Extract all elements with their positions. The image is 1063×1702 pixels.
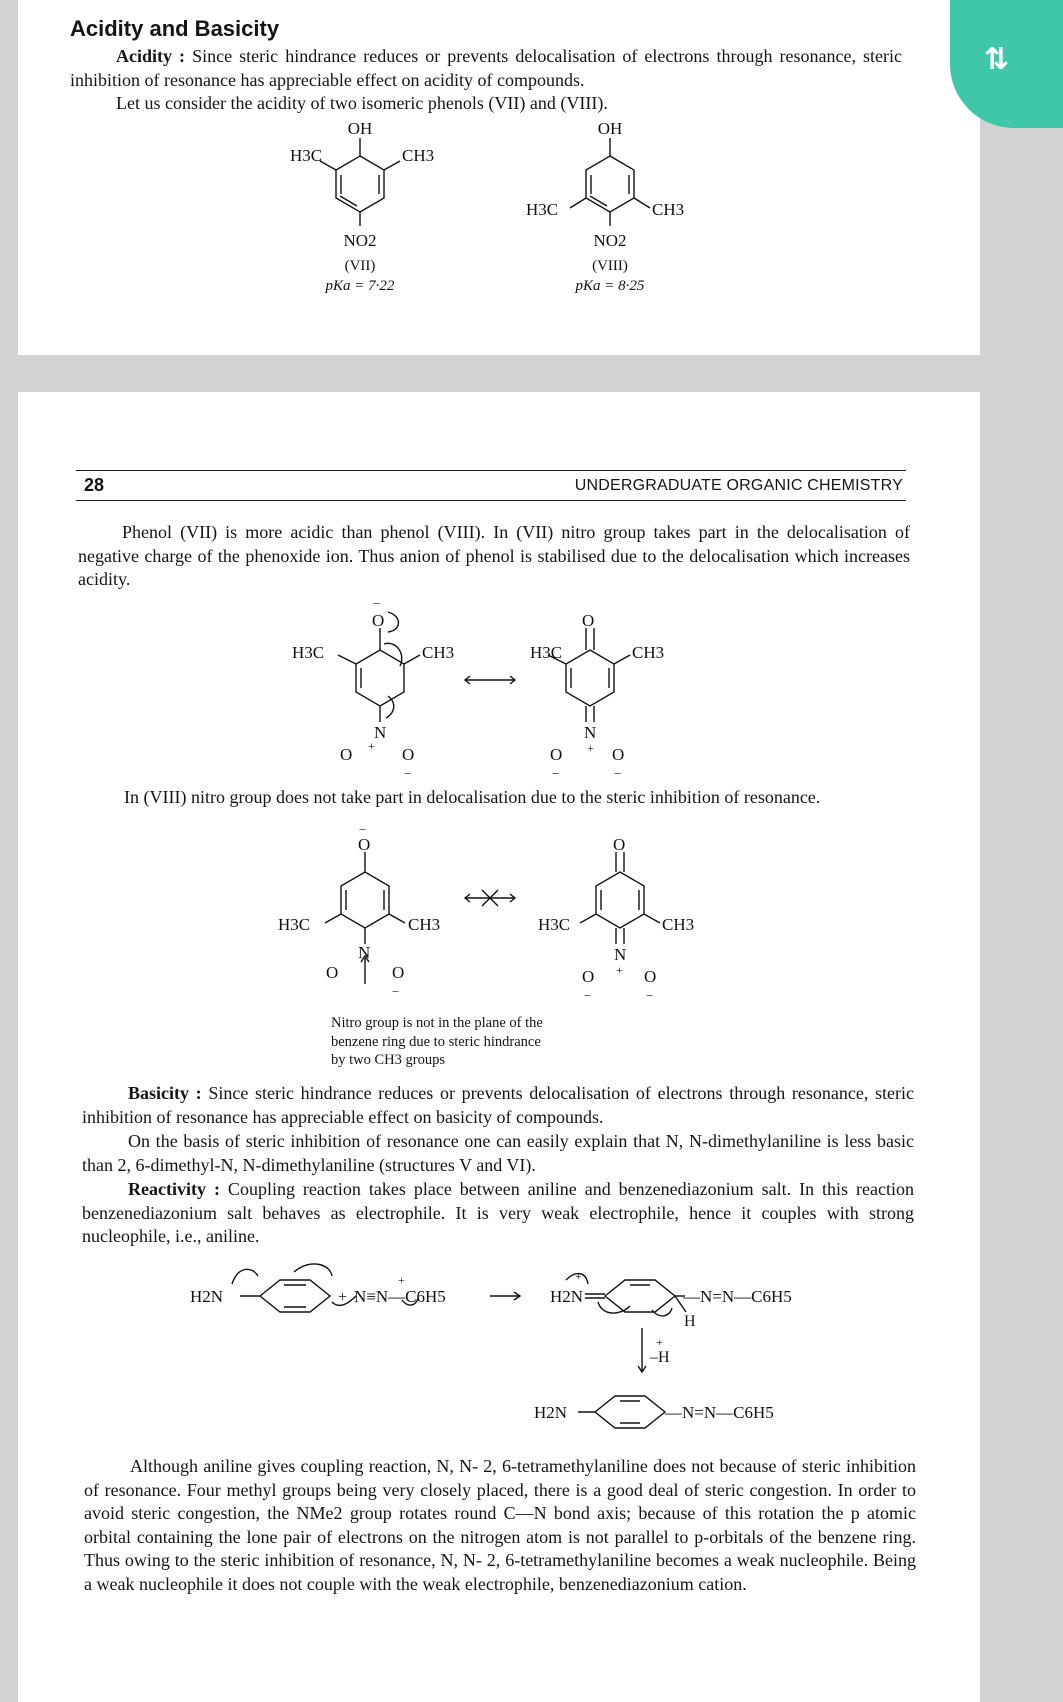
page-number: 28	[84, 475, 105, 495]
steric-note	[331, 1014, 543, 1070]
svg-text:+: +	[616, 963, 623, 977]
note-line: Nitro group is not in the plane of the	[331, 1015, 543, 1031]
svg-text:N: N	[614, 945, 627, 964]
ch3-label: CH3	[402, 146, 435, 165]
acidity-lead: Acidity :	[116, 46, 186, 66]
dimethylaniline-paragraph: On the basis of steric inhibition of resonance one can easily explain that N, N-dimethylaniline is less basic than 2, 6-dimethyl-N, N-dimethylaniline (structures V and VI).	[82, 1131, 914, 1175]
note-line: benzene ring due to steric hindrance	[331, 1033, 541, 1050]
svg-text:—N=N—C6H5: —N=N—C6H5	[665, 1403, 774, 1422]
svg-text:H3C: H3C	[278, 915, 311, 934]
phenol-vii-structure	[270, 118, 450, 308]
svg-text:H2N: H2N	[190, 1287, 224, 1306]
header-rule-top	[76, 470, 906, 471]
coupling-reaction-scheme	[190, 1250, 850, 1440]
compound-label: (VIII)	[592, 258, 628, 274]
svg-text:O: O	[358, 835, 371, 854]
svg-text:O: O	[613, 835, 626, 854]
steric-inhibition-paragraph: In (VIII) nitro group does not take part in delocalisation due to the steric inhibition of resonance.	[124, 787, 821, 807]
acidity-paragraph	[70, 45, 902, 92]
basicity-paragraph	[82, 1082, 914, 1129]
consider-paragraph: Let us consider the acidity of two isomeric phenols (VII) and (VIII).	[116, 93, 608, 113]
no2-label: NO2	[343, 231, 377, 250]
svg-text:+: +	[398, 1273, 405, 1287]
phenol-comparison-paragraph: Phenol (VII) is more acidic than phenol (VIII). In (VII) nitro group takes part in the delocalisation of negative charge of the phenoxide ion. Thus anion of phenol is stabilised due to the delocalisation which increases acidity.	[78, 522, 910, 589]
basicity-lead: Basicity :	[128, 1083, 202, 1103]
no2-label: NO2	[593, 231, 627, 250]
svg-text:O: O	[402, 745, 415, 764]
svg-text:O: O	[550, 745, 563, 764]
ch3-label: CH3	[652, 200, 685, 219]
svg-text:+: +	[587, 741, 594, 755]
running-head: UNDERGRADUATE ORGANIC CHEMISTRY	[574, 477, 903, 494]
svg-text:CH3: CH3	[408, 915, 441, 934]
vii-resonance-diagram	[280, 596, 700, 781]
svg-text:–H: –H	[650, 1349, 670, 1366]
updown-arrows-icon: ⇅	[984, 42, 1010, 77]
viii-resonance-diagram	[270, 822, 710, 1002]
svg-text:H2N: H2N	[550, 1287, 584, 1306]
pka-value: pKa = 8·25	[575, 278, 645, 294]
svg-text:O: O	[392, 963, 405, 982]
svg-text:H2N: H2N	[534, 1403, 568, 1422]
svg-text:−: −	[552, 766, 560, 781]
svg-text:N≡N—C6H5: N≡N—C6H5	[354, 1287, 446, 1306]
svg-text:+: +	[368, 739, 375, 753]
oh-label: OH	[347, 119, 373, 138]
svg-text:H3C: H3C	[538, 915, 571, 934]
oh-label: OH	[597, 119, 623, 138]
svg-text:O: O	[582, 611, 595, 630]
right-gutter	[980, 0, 1063, 1702]
svg-text:−: −	[646, 988, 654, 1003]
note-line: by two CH3 groups	[331, 1052, 445, 1068]
svg-text:N: N	[584, 723, 597, 742]
header-rule-bottom	[76, 500, 906, 501]
section-heading: Acidity and Basicity	[70, 16, 280, 41]
svg-text:O: O	[612, 745, 625, 764]
reactivity-paragraph	[82, 1178, 914, 1249]
svg-text:+: +	[338, 1289, 348, 1306]
svg-text:H: H	[684, 1313, 696, 1330]
svg-text:O: O	[372, 611, 385, 630]
svg-text:+: +	[656, 1335, 663, 1349]
reactivity-lead: Reactivity :	[128, 1179, 220, 1199]
svg-text:H3C: H3C	[530, 643, 563, 662]
svg-text:CH3: CH3	[632, 643, 665, 662]
svg-text:O: O	[326, 963, 339, 982]
svg-text:N: N	[374, 723, 387, 742]
svg-text:H3C: H3C	[292, 643, 325, 662]
svg-text:−: −	[359, 822, 367, 837]
h3c-label: H3C	[290, 146, 323, 165]
svg-text:O: O	[644, 967, 657, 986]
svg-text:CH3: CH3	[422, 643, 455, 662]
svg-text:−: −	[392, 984, 400, 999]
phenol-viii-structure	[520, 118, 700, 308]
h3c-label: H3C	[526, 200, 559, 219]
acidity-text: Since steric hindrance reduces or prevents delocalisation of electrons through resonance, steric inhibition of resonance has appreciable effect on acidity of compounds.	[70, 46, 903, 90]
svg-text:−: −	[614, 766, 622, 781]
compound-label: (VII)	[344, 258, 376, 274]
svg-text:O: O	[582, 967, 595, 986]
svg-text:−: −	[373, 596, 381, 611]
svg-text:—N=N—C6H5: —N=N—C6H5	[683, 1287, 792, 1306]
tetramethylaniline-paragraph: Although aniline gives coupling reaction, N, N- 2, 6-tetramethylaniline does not because of steric inhibition of resonance. Four methyl groups being very closely placed, there is a good deal of steric congestion. In order to avoid steric congestion, the NMe2 group rotates round C—N bond axis; because of this rotation the p atomic orbital containing the lone pair of electrons on the nitrogen atom is not parallel to p-orbitals of the benzene ring. Thus owing to the steric inhibition of resonance, N, N- 2, 6-tetramethylaniline becomes a weak nucleophile. Being a weak nucleophile it does not couple with the weak electrophile, benzenediazonium cation.	[84, 1456, 916, 1594]
svg-text:+: +	[575, 1269, 582, 1283]
svg-text:N: N	[358, 943, 371, 962]
reactivity-text: Coupling reaction takes place between aniline and benzenediazonium salt. In this reaction benzenediazonium salt behaves as electrophile. It is very weak electrophile, hence it couples with strong nucleophile, i.e., aniline.	[82, 1179, 914, 1246]
svg-text:O: O	[340, 745, 353, 764]
basicity-text: Since steric hindrance reduces or prevents delocalisation of electrons through resonance, steric inhibition of resonance has appreciable effect on basicity of compounds.	[82, 1083, 914, 1127]
pka-value: pKa = 7·22	[325, 278, 395, 294]
svg-text:−: −	[404, 766, 412, 781]
svg-text:−: −	[584, 988, 592, 1003]
svg-text:CH3: CH3	[662, 915, 695, 934]
